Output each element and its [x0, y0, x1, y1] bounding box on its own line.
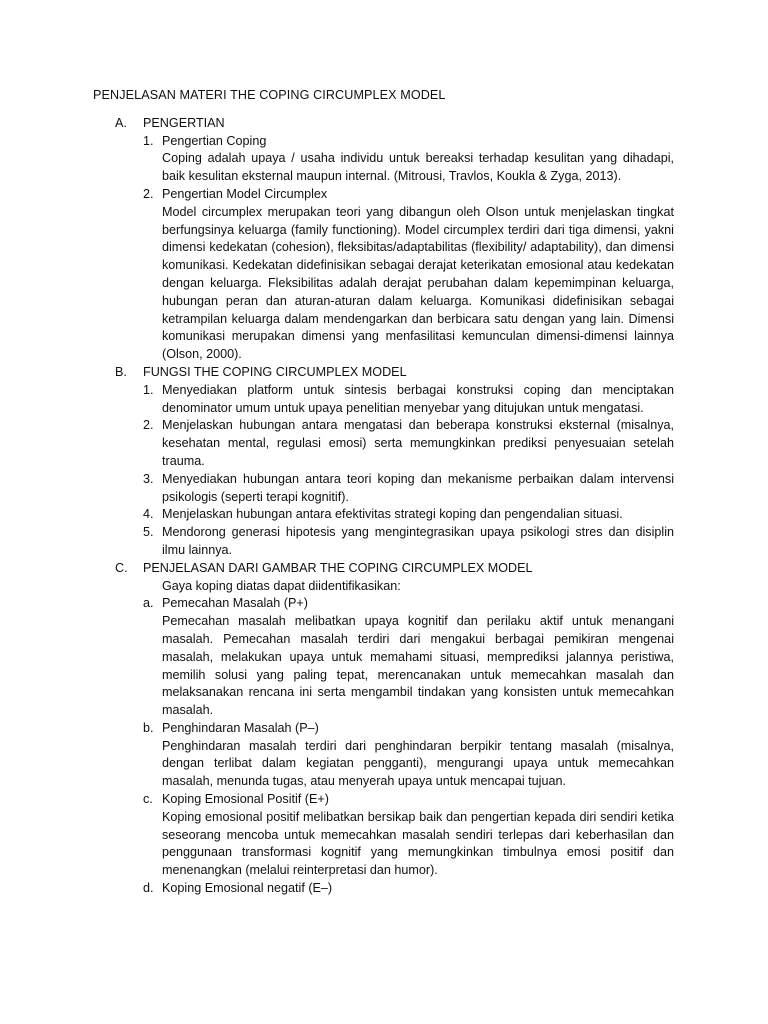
- item-heading: Pengertian Model Circumplex: [162, 186, 328, 201]
- section-b-heading: [93, 364, 674, 382]
- section-a: [93, 115, 674, 364]
- document-title: PENJELASAN MATERI THE COPING CIRCUMPLEX MODEL: [93, 88, 446, 102]
- item-heading: Penghindaran Masalah (P–): [162, 720, 319, 735]
- section-c-intro: Gaya koping diatas dapat diidentifikasikan:: [162, 578, 401, 593]
- item-paragraph: Penghindaran masalah terdiri dari penghindaran berpikir tentang masalah (misalnya, dengan terlibat dalam kegiatan pengganti), mengurangi upaya untuk memecahkan masalah, menunda tugas, atau menyerah upaya untuk mencapai tujuan.: [162, 738, 674, 789]
- list-item: [143, 880, 674, 898]
- item-letter: d.: [143, 881, 154, 896]
- section-c: [93, 560, 674, 898]
- item-paragraph: Coping adalah upaya / usaha individu untuk bereaksi terhadap kesulitan yang dihadapi, baik kesulitan eksternal maupun internal. (Mitrousi, Travlos, Koukla & Zyga, 2013).: [162, 151, 674, 184]
- section-c-body: [143, 578, 674, 898]
- item-paragraph: Koping emosional positif melibatkan bersikap baik dan pengertian kepada diri sendiri ketika seseorang mencoba untuk memecahkan masalah sendiri terlepas dari keberhasilan dan penggunaan transformasi kognitif yang memungkinkan timbulnya emosi positif dan menenangkan (melalui reinterpretasi dan humor).: [162, 809, 674, 878]
- item-paragraph: Menjelaskan hubungan antara mengatasi dan beberapa konstruksi eksternal (misalnya, kesehatan mental, regulasi emosi) serta memungkinkan prediksi penyesuaian setelah trauma.: [162, 418, 674, 468]
- list-item: [143, 595, 674, 720]
- section-a-letter: A.: [115, 115, 127, 130]
- section-b-body: [143, 382, 674, 560]
- item-number: 3.: [143, 471, 154, 486]
- item-paragraph: Menyediakan hubungan antara teori koping dan mekanisme perbaikan dalam intervensi psikologis (seperti terapi kognitif).: [162, 471, 674, 504]
- item-paragraph: Menjelaskan hubungan antara efektivitas strategi koping dan pengendalian situasi.: [162, 507, 623, 522]
- section-b: [93, 364, 674, 560]
- section-c-title: PENJELASAN DARI GAMBAR THE COPING CIRCUMPLEX MODEL: [143, 560, 533, 575]
- item-content: [162, 186, 674, 364]
- item-heading: Koping Emosional negatif (E–): [162, 881, 333, 896]
- item-paragraph: Mendorong generasi hipotesis yang mengintegrasikan upaya psikologi stres dan disiplin ilmu lainnya.: [162, 525, 674, 557]
- list-item: [143, 524, 674, 560]
- item-content: [162, 791, 674, 880]
- section-a-heading: [93, 115, 674, 133]
- item-number: 1.: [143, 382, 154, 397]
- item-letter: b.: [143, 720, 154, 735]
- item-number: 4.: [143, 507, 154, 522]
- item-number: 1.: [143, 133, 154, 148]
- item-content: [162, 720, 674, 791]
- section-b-letter: B.: [115, 364, 127, 379]
- section-a-body: [143, 133, 674, 364]
- section-c-heading: [93, 560, 674, 578]
- list-item: [143, 791, 674, 880]
- list-item: [143, 506, 674, 524]
- item-paragraph: Model circumplex merupakan teori yang dibangun oleh Olson untuk menjelaskan tingkat berfungsinya keluarga (family functioning). Model circumplex terdiri dari tiga dimensi, yakni dimensi kedekatan (cohesion), fleksibitas/adaptabilitas (flexibility/ adaptability), dan dimensi komunikasi. Kedekatan didefinisikan sebagai derajat keterikatan emosional atau kedekatan dengan keluarga. Fleksibilitas adalah derajat perubahan dalam kepemimpinan keluarga, hubungan peran dan aturan-aturan dalam keluarga. Komunikasi didefinisikan sebagai ketrampilan keluarga dalam mendengarkan dan berbicara satu dengan yang lain. Dimensi komunikasi merupakan dimensi yang menfasilitasi kemunculan dimensi-dimensi lainnya (Olson, 2000).: [162, 204, 674, 362]
- list-item: [143, 382, 674, 418]
- item-heading: Pemecahan Masalah (P+): [162, 596, 308, 611]
- list-item: [143, 720, 674, 791]
- item-number: 2.: [143, 418, 154, 433]
- section-a-title: PENGERTIAN: [143, 115, 225, 130]
- section-b-title: FUNGSI THE COPING CIRCUMPLEX MODEL: [143, 364, 407, 379]
- item-content: [162, 880, 674, 898]
- item-content: [162, 133, 674, 186]
- section-c-letter: C.: [115, 560, 128, 575]
- list-item: [143, 186, 674, 364]
- item-number: 2.: [143, 186, 154, 201]
- list-item: [143, 417, 674, 470]
- item-letter: a.: [143, 596, 154, 611]
- list-item: [143, 471, 674, 507]
- item-heading: Pengertian Coping: [162, 133, 267, 148]
- item-content: [162, 595, 674, 720]
- item-number: 5.: [143, 525, 154, 540]
- list-item: [143, 133, 674, 186]
- item-heading: Koping Emosional Positif (E+): [162, 792, 329, 807]
- item-letter: c.: [143, 792, 153, 807]
- item-paragraph: Menyediakan platform untuk sintesis berbagai konstruksi coping dan menciptakan denominator umum untuk upaya penelitian menyebar yang ditujukan untuk mengatasi.: [162, 382, 674, 415]
- item-paragraph: Pemecahan masalah melibatkan upaya kognitif dan perilaku aktif untuk menangani masalah. Pemecahan masalah terdiri dari mengakui berbagai pemikiran mengenai masalah, melakukan upaya untuk memahami situasi, memprediksi jalannya peristiwa, memilih solusi yang paling tepat, merencanakan untuk memecahkan masalah dan melaksanakan rencana ini serta mengambil tindakan yang konsisten untuk memecahkan masalah.: [162, 614, 674, 718]
